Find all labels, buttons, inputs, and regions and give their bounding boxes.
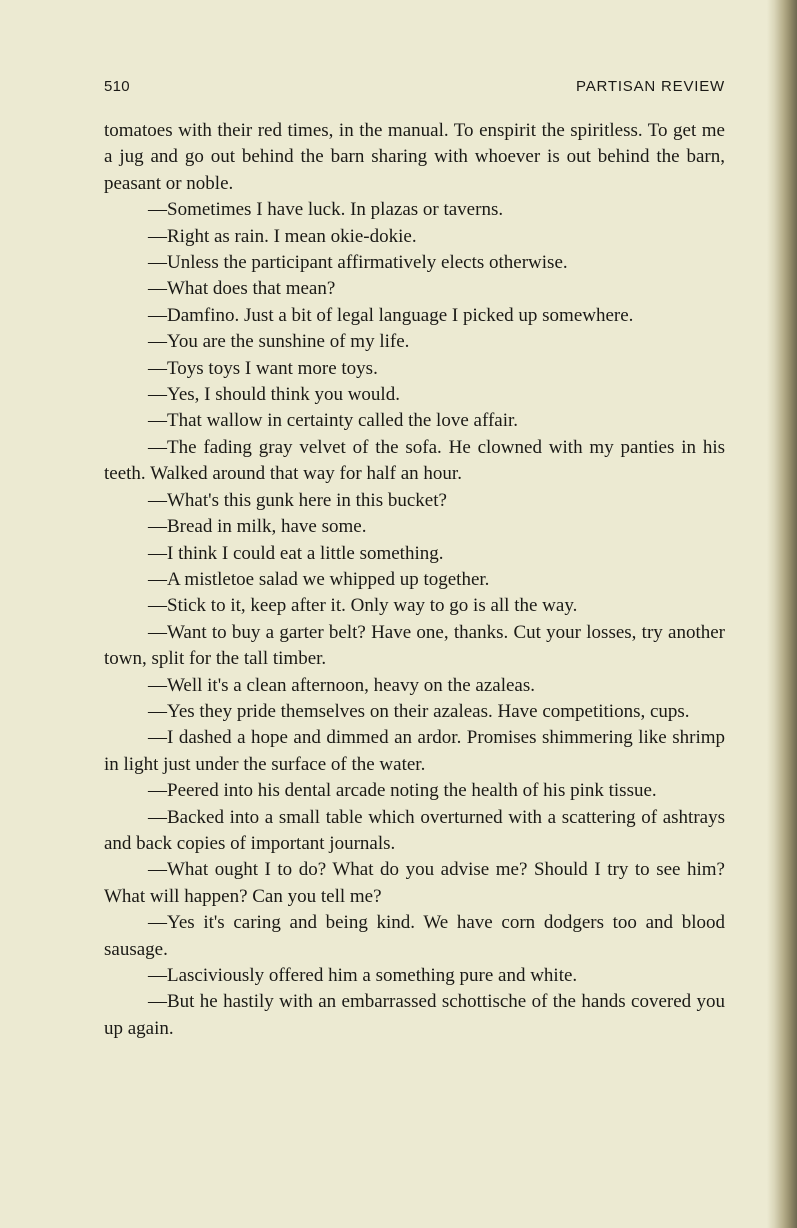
dialogue-line: —A mistletoe salad we whipped up together. [148,568,490,590]
dialogue-line: —Yes, I should think you would. [148,384,400,406]
page-header [104,78,725,100]
dialogue-line: —Lasciviously offered him a something pure and white. [148,965,578,986]
dialogue-line: —Unless the participant affirmatively elects otherwise. [148,252,568,274]
book-page-edge [767,0,797,1228]
dialogue-line: —What ought I to do? What do you advise me? Should I try to see him? What will happen? Can you tell me? [104,859,725,907]
dialogue-line: —I dashed a hope and dimmed an ardor. Promises shimmering like shrimp in light just under the surface of the water. [104,727,725,775]
dialogue-line: —I think I could eat a little something. [148,542,444,564]
dialogue-line: —Sometimes I have luck. In plazas or taverns. [148,199,504,221]
page-body [104,118,725,1042]
dialogue-line: —Want to buy a garter belt? Have one, thanks. Cut your losses, try another town, split for the tall timber. [104,621,725,670]
dialogue-line: —The fading gray velvet of the sofa. He clowned with my panties in his teeth. Walked around that way for half an hour. [104,436,725,485]
page-number: 510 [104,78,130,95]
dialogue-line: —Bread in milk, have some. [148,516,367,538]
dialogue-line: —Backed into a small table which overturned with a scattering of ashtrays and back copies of important journals. [104,806,725,854]
dialogue-line: —Yes they pride themselves on their azaleas. Have competitions, cups. [148,700,690,722]
dialogue-line: —Toys toys I want more toys. [148,357,378,379]
dialogue-line: —That wallow in certainty called the love affair. [148,410,519,432]
dialogue-line: —Well it's a clean afternoon, heavy on the azaleas. [148,674,536,696]
dialogue-line: —But he hastily with an embarrassed schottische of the hands covered you up again. [104,991,725,1039]
paragraph: tomatoes with their red times, in the manual. To enspirit the spiritless. To get me a jug and go out behind the barn sharing with whoever is out behind the barn, peasant or noble. [104,120,725,194]
dialogue-line: —Stick to it, keep after it. Only way to go is all the way. [148,595,578,617]
dialogue-line: —What does that mean? [148,278,336,300]
dialogue-line: —Right as rain. I mean okie-dokie. [148,225,417,247]
running-title: PARTISAN REVIEW [576,78,725,95]
dialogue-line: —Damfino. Just a bit of legal language I picked up somewhere. [148,304,634,326]
dialogue-line: —Yes it's caring and being kind. We have corn dodgers too and blood sausage. [104,912,725,960]
dialogue-line: —What's this gunk here in this bucket? [148,489,447,511]
dialogue-line: —You are the sunshine of my life. [148,331,410,353]
dialogue-line: —Peered into his dental arcade noting the health of his pink tissue. [148,780,657,802]
